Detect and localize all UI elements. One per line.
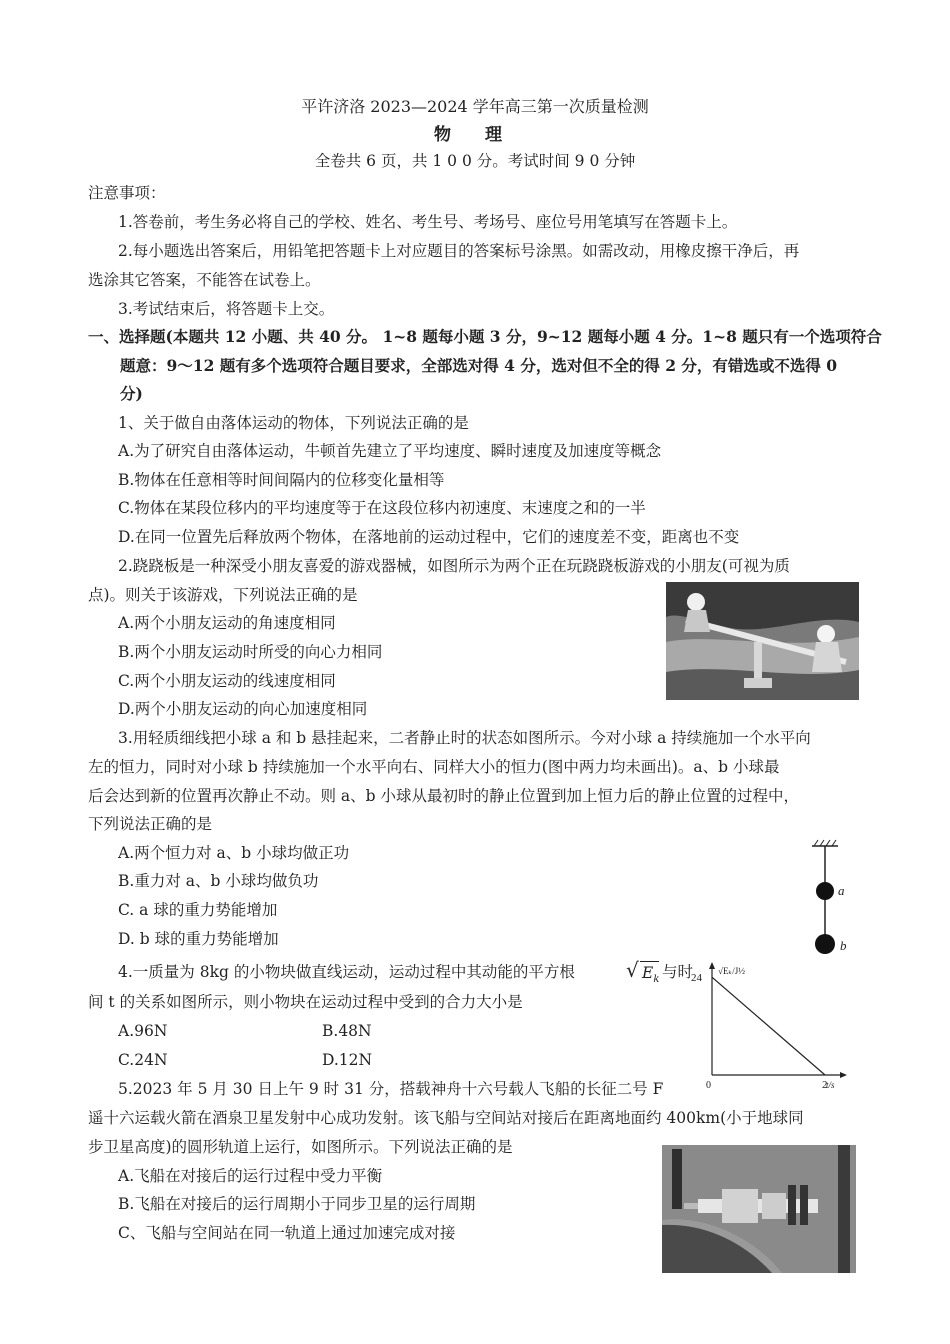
question-option: A.两个小朋友运动的角速度相同 [118, 614, 336, 632]
note-line: 1.答卷前，考生务必将自己的学校、姓名、考生号、考场号、座位号用笔填写在答题卡上。 [118, 213, 738, 231]
question-stem: 间 t 的关系如图所示，则小物块在运动过程中受到的合力大小是 [88, 993, 523, 1011]
question-option: D.12N [322, 1051, 373, 1069]
question-stem: 后会达到新的位置再次静止不动。则 a、b 小球从最初时的静止位置到加上恒力后的静止位置的过程中， [88, 787, 800, 805]
ek-symbol [640, 961, 659, 991]
section-heading: 一、选择题(本题共 12 小题、共 40 分。 1~8 题每小题 3 分，9~12 题每小题 4 分。1~8 题只有一个选项符合 [88, 327, 882, 346]
x-axis-label: t/s [826, 1080, 835, 1090]
question-option: B.物体在任意相等时间间隔内的位移变化量相等 [118, 471, 445, 489]
question-option: A.飞船在对接后的运行过程中受力平衡 [118, 1167, 383, 1185]
space-station-image [662, 1145, 856, 1273]
question-option: D.两个小朋友运动的向心加速度相同 [118, 700, 368, 718]
note-line: 2.每小题选出答案后，用铅笔把答题卡上对应题目的答案标号涂黑。如需改动，用橡皮擦干净后，再 [118, 242, 800, 260]
note-line: 3.考试结束后，将答题卡上交。 [118, 300, 335, 318]
y-axis-label: √Eₖ/J½ [718, 966, 746, 976]
question-stem: 1、关于做自由落体运动的物体，下列说法正确的是 [118, 414, 469, 432]
question-option: C.物体在某段位移内的平均速度等于在这段位移内初速度、末速度之和的一半 [118, 499, 646, 517]
question-stem: 2.跷跷板是一种深受小朋友喜爱的游戏器械，如图所示为两个正在玩跷跷板游戏的小朋友(可视为质 [118, 557, 790, 575]
x-axis-arrow [840, 1072, 847, 1078]
question-option: D.在同一位置先后释放两个物体，在落地前的运动过程中，它们的速度差不变，距离也不变 [118, 528, 740, 546]
ball-a [816, 882, 834, 900]
ek-letter: E [642, 964, 654, 982]
question-option: B.48N [322, 1022, 372, 1040]
section-heading: 分) [120, 384, 143, 403]
question-stem: 下列说法正确的是 [88, 815, 213, 833]
question-option: C.24N [118, 1051, 168, 1069]
question-stem: 遥十六运载火箭在酒泉卫星发射中心成功发射。该飞船与空间站对接后在距离地面约 400km(小于地球同 [88, 1109, 804, 1127]
question-option: D. b 球的重力势能增加 [118, 930, 279, 948]
question-option: B.两个小朋友运动时所受的向心力相同 [118, 643, 383, 661]
notes-heading: 注意事项： [88, 184, 166, 202]
ek-subscript: k [653, 974, 660, 986]
exam-title: 平许济洛 2023—2024 学年高三第一次质量检测 [301, 97, 649, 116]
question-option: B.飞船在对接后的运行周期小于同步卫星的运行周期 [118, 1195, 476, 1213]
question-stem: 3.用轻质细线把小球 a 和 b 悬挂起来，二者静止时的状态如图所示。今对小球 a 持续施加一个水平向 [118, 729, 811, 747]
ceiling-hatch [814, 840, 836, 846]
question-option: A.为了研究自由落体运动，牛顿首先建立了平均速度、瞬时速度及加速度等概念 [118, 442, 662, 460]
question-option: C. a 球的重力势能增加 [118, 901, 278, 919]
origin-label: 0 [706, 1080, 711, 1091]
question-stem: 5.2023 年 5 月 30 日上午 9 时 31 分，搭载神舟十六号载人飞船的长征二号 F [118, 1080, 664, 1098]
question-stem: 点)。则关于该游戏，下列说法正确的是 [88, 586, 358, 604]
subject-title: 物 理 [434, 125, 516, 145]
y-axis-arrow [709, 962, 715, 969]
ball-a-label: a [838, 883, 845, 898]
section-heading: 题意：9～12 题有多个选项符合题目要求，全部选对得 4 分，选对但不全的得 2 分，有错选或不选得 0 [120, 356, 838, 375]
pendulum-figure [800, 838, 860, 960]
exam-info: 全卷共 6 页，共 1 0 0 分。考试时间 9 0 分钟 [314, 152, 636, 170]
question-stem: 左的恒力，同时对小球 b 持续施加一个水平向右、同样大小的恒力(图中两力均未画出)。a、b 小球最 [88, 758, 780, 776]
question-option: B.重力对 a、b 小球均做负功 [118, 872, 319, 890]
question-stem: 与时 [662, 963, 694, 981]
ek-time-graph [691, 960, 850, 1091]
x-tick-label: 2 [822, 1079, 828, 1091]
question-stem: 步卫星高度)的圆形轨道上运行，如图所示。下列说法正确的是 [88, 1138, 513, 1156]
ball-b [815, 934, 835, 954]
question-option: A.96N [118, 1022, 168, 1040]
question-option: C.两个小朋友运动的线速度相同 [118, 672, 336, 690]
note-line: 选涂其它答案，不能答在试卷上。 [88, 271, 321, 289]
data-line [712, 977, 825, 1075]
sqrt-symbol: √ [626, 958, 639, 982]
question-option: C、飞船与空间站在同一轨道上通过加速完成对接 [118, 1224, 456, 1242]
question-option: A.两个恒力对 a、b 小球均做正功 [118, 844, 350, 862]
space-station-photo [662, 1145, 856, 1273]
question-stem: 4.一质量为 8kg 的小物块做直线运动，运动过程中其动能的平方根 [118, 963, 575, 981]
seesaw-photo [666, 582, 859, 700]
seesaw-image [666, 582, 859, 700]
y-tick-label: 24 [691, 972, 702, 985]
ball-b-label: b [840, 938, 847, 953]
